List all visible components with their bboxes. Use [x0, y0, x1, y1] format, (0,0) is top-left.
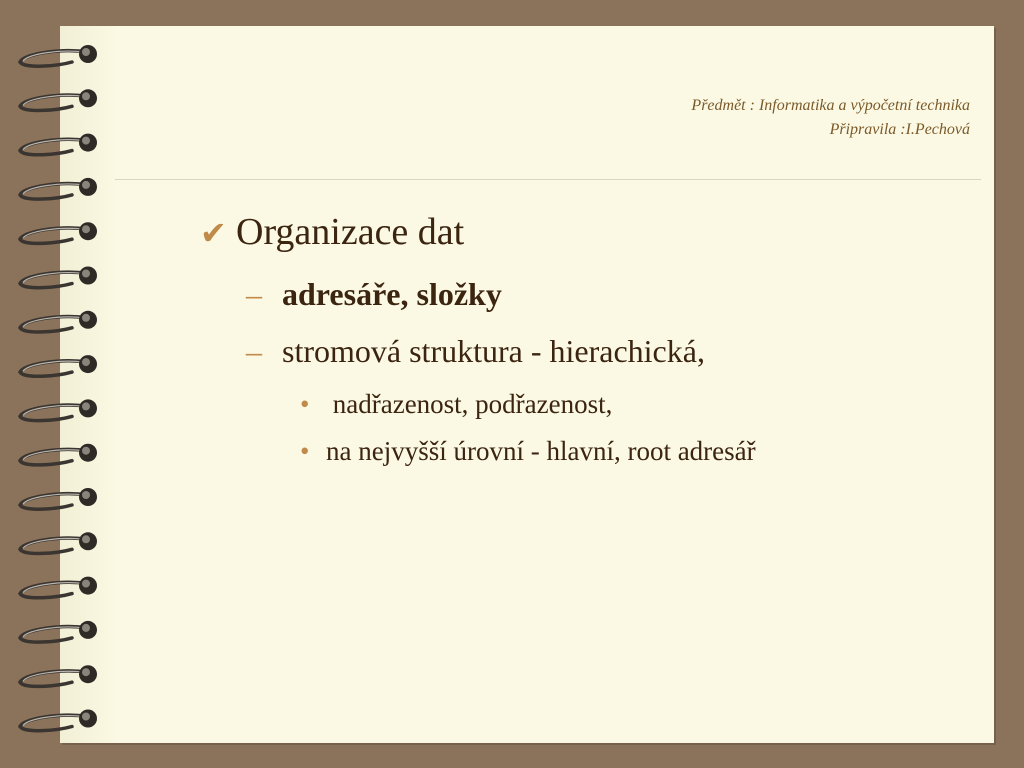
header-subject: Předmět : Informatika a výpočetní technika: [691, 97, 970, 114]
bullet-marker: •: [300, 389, 310, 419]
sub-list-item-1: [300, 387, 612, 421]
list-item-text: adresáře, složky: [282, 276, 502, 312]
sub-list-item-text: na nejvyšší úrovní - hlavní, root adresář: [326, 436, 756, 466]
list-item-text: stromová struktura - hierachická,: [282, 333, 705, 369]
sub-list-item-2: [300, 434, 756, 468]
list-item-1: [246, 274, 502, 314]
level1-item: [200, 208, 464, 257]
level1-text: Organizace dat: [236, 211, 465, 253]
dash-marker: –: [246, 276, 262, 312]
list-item-2: [246, 331, 705, 371]
sub-list-item-text: nadřazenost, podřazenost,: [326, 389, 613, 419]
bullet-marker: •: [300, 436, 310, 466]
dash-marker: –: [246, 333, 262, 369]
header-author: Připravila :I.Pechová: [829, 121, 970, 138]
check-icon: ✔: [200, 214, 227, 252]
